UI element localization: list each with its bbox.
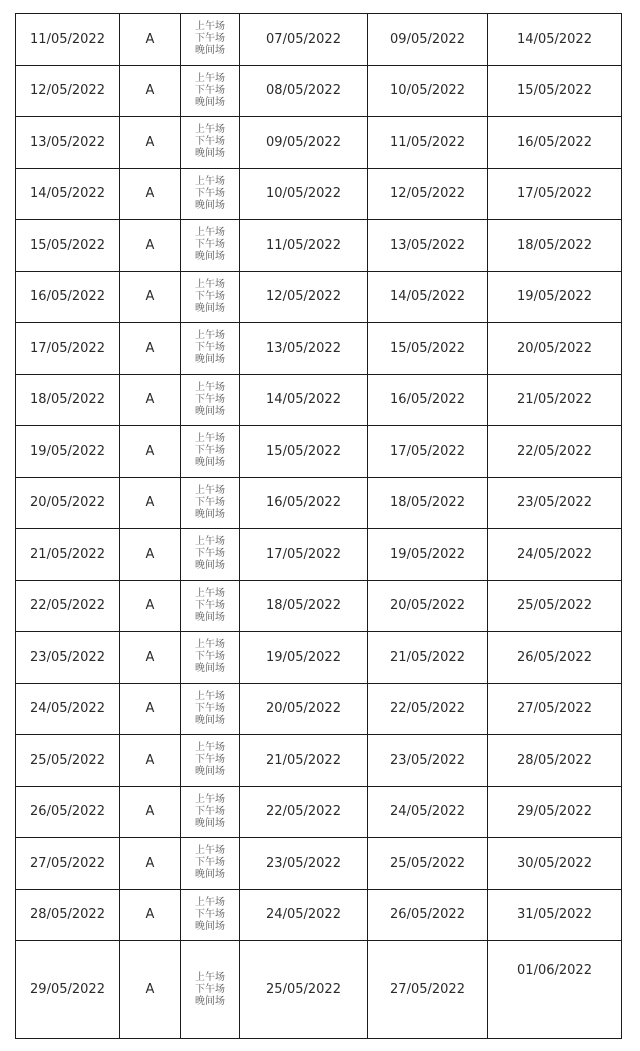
session-label: 上午场: [195, 742, 225, 754]
date-cell-2: 13/05/2022: [368, 220, 488, 272]
table-row: [16, 786, 622, 838]
date-cell-3: 26/05/2022: [488, 632, 622, 684]
date-cell-2: 19/05/2022: [368, 529, 488, 581]
date-cell: 18/05/2022: [16, 374, 120, 426]
date-cell-3: 15/05/2022: [488, 65, 622, 117]
date-cell: 24/05/2022: [16, 683, 120, 735]
session-label: 晚间场: [195, 714, 225, 726]
session-label: 晚间场: [195, 302, 225, 314]
session-label: 上午场: [195, 381, 225, 393]
session-label: 下午场: [195, 290, 225, 302]
session-label: 上午场: [195, 971, 225, 983]
session-label: 晚间场: [195, 663, 225, 675]
date-cell: 16/05/2022: [16, 271, 120, 323]
zone-cell: A: [120, 220, 181, 272]
zone-cell: A: [120, 168, 181, 220]
table-row: [16, 529, 622, 581]
session-label: 晚间场: [195, 869, 225, 881]
session-label: 晚间场: [195, 817, 225, 829]
session-label: 下午场: [195, 342, 225, 354]
schedule-table: [15, 13, 622, 1039]
table-row: [16, 477, 622, 529]
date-cell-3: 25/05/2022: [488, 580, 622, 632]
date-cell-1: 25/05/2022: [240, 941, 368, 1039]
date-cell-3: 19/05/2022: [488, 271, 622, 323]
date-cell-3: 22/05/2022: [488, 426, 622, 478]
date-cell: 22/05/2022: [16, 580, 120, 632]
sessions-cell: [181, 117, 240, 169]
table-row: [16, 580, 622, 632]
date-cell: 21/05/2022: [16, 529, 120, 581]
date-cell: 15/05/2022: [16, 220, 120, 272]
sessions-cell: [181, 838, 240, 890]
date-cell-2: 14/05/2022: [368, 271, 488, 323]
date-cell-1: 22/05/2022: [240, 786, 368, 838]
date-cell-1: 07/05/2022: [240, 14, 368, 66]
date-cell-3: 24/05/2022: [488, 529, 622, 581]
session-label: 下午场: [195, 908, 225, 920]
session-label: 下午场: [195, 857, 225, 869]
table-row: [16, 374, 622, 426]
session-label: 下午场: [195, 445, 225, 457]
zone-cell: A: [120, 838, 181, 890]
zone-cell: A: [120, 941, 181, 1039]
session-label: 下午场: [195, 136, 225, 148]
session-label: 下午场: [195, 239, 225, 251]
date-cell-2: 25/05/2022: [368, 838, 488, 890]
zone-cell: A: [120, 323, 181, 375]
date-cell-3: 20/05/2022: [488, 323, 622, 375]
date-cell-1: 08/05/2022: [240, 65, 368, 117]
session-label: 上午场: [195, 690, 225, 702]
date-cell: 12/05/2022: [16, 65, 120, 117]
session-label: 晚间场: [195, 611, 225, 623]
date-cell-2: 12/05/2022: [368, 168, 488, 220]
date-cell-3: 30/05/2022: [488, 838, 622, 890]
session-label: 下午场: [195, 496, 225, 508]
sessions-cell: [181, 168, 240, 220]
session-label: 下午场: [195, 805, 225, 817]
date-cell: 20/05/2022: [16, 477, 120, 529]
session-label: 上午场: [195, 227, 225, 239]
session-label: 下午场: [195, 548, 225, 560]
sessions-cell: [181, 374, 240, 426]
date-cell-1: 10/05/2022: [240, 168, 368, 220]
session-label: 下午场: [195, 599, 225, 611]
sessions-cell: [181, 477, 240, 529]
date-cell-3: 17/05/2022: [488, 168, 622, 220]
date-cell-2: 16/05/2022: [368, 374, 488, 426]
date-cell-1: 14/05/2022: [240, 374, 368, 426]
table-row: [16, 168, 622, 220]
session-label: 晚间场: [195, 251, 225, 263]
date-cell-2: 21/05/2022: [368, 632, 488, 684]
date-cell: 19/05/2022: [16, 426, 120, 478]
date-cell-1: 19/05/2022: [240, 632, 368, 684]
session-label: 上午场: [195, 793, 225, 805]
session-label: 上午场: [195, 536, 225, 548]
session-label: 上午场: [195, 896, 225, 908]
date-cell-1: 11/05/2022: [240, 220, 368, 272]
sessions-cell: [181, 889, 240, 941]
table-row: [16, 838, 622, 890]
session-label: 上午场: [195, 72, 225, 84]
date-cell-3: 31/05/2022: [488, 889, 622, 941]
date-cell-3: 28/05/2022: [488, 735, 622, 787]
date-cell-2: 17/05/2022: [368, 426, 488, 478]
date-cell-2: 20/05/2022: [368, 580, 488, 632]
zone-cell: A: [120, 683, 181, 735]
sessions-cell: [181, 271, 240, 323]
table-row: [16, 735, 622, 787]
session-label: 晚间场: [195, 560, 225, 572]
session-label: 晚间场: [195, 920, 225, 932]
zone-cell: A: [120, 271, 181, 323]
sessions-cell: [181, 65, 240, 117]
table-row: [16, 14, 622, 66]
session-label: 上午场: [195, 21, 225, 33]
session-label: 下午场: [195, 754, 225, 766]
date-cell-2: 23/05/2022: [368, 735, 488, 787]
date-cell-1: 15/05/2022: [240, 426, 368, 478]
table-row: [16, 323, 622, 375]
date-cell: 11/05/2022: [16, 14, 120, 66]
sessions-cell: [181, 683, 240, 735]
date-cell-1: 09/05/2022: [240, 117, 368, 169]
date-cell-1: 23/05/2022: [240, 838, 368, 890]
session-label: 下午场: [195, 187, 225, 199]
zone-cell: A: [120, 65, 181, 117]
date-cell-1: 12/05/2022: [240, 271, 368, 323]
session-label: 下午场: [195, 393, 225, 405]
session-label: 晚间场: [195, 148, 225, 160]
session-label: 上午场: [195, 639, 225, 651]
date-cell-1: 18/05/2022: [240, 580, 368, 632]
zone-cell: A: [120, 580, 181, 632]
zone-cell: A: [120, 786, 181, 838]
date-cell-2: 15/05/2022: [368, 323, 488, 375]
session-label: 上午场: [195, 845, 225, 857]
session-label: 下午场: [195, 702, 225, 714]
zone-cell: A: [120, 374, 181, 426]
date-cell-3: 18/05/2022: [488, 220, 622, 272]
session-label: 晚间场: [195, 354, 225, 366]
date-cell-2: 11/05/2022: [368, 117, 488, 169]
date-cell: 26/05/2022: [16, 786, 120, 838]
zone-cell: A: [120, 477, 181, 529]
date-cell-2: 10/05/2022: [368, 65, 488, 117]
table-row: [16, 271, 622, 323]
sessions-cell: [181, 786, 240, 838]
date-cell-2: 24/05/2022: [368, 786, 488, 838]
session-label: 上午场: [195, 124, 225, 136]
date-cell-2: 27/05/2022: [368, 941, 488, 1039]
date-cell-3: 16/05/2022: [488, 117, 622, 169]
sessions-cell: [181, 529, 240, 581]
zone-cell: A: [120, 426, 181, 478]
date-cell: 17/05/2022: [16, 323, 120, 375]
date-cell: 29/05/2022: [16, 941, 120, 1039]
session-label: 晚间场: [195, 457, 225, 469]
sessions-cell: [181, 735, 240, 787]
table-row: [16, 220, 622, 272]
date-cell-2: 18/05/2022: [368, 477, 488, 529]
session-label: 下午场: [195, 33, 225, 45]
date-cell-1: 17/05/2022: [240, 529, 368, 581]
date-cell-3: 14/05/2022: [488, 14, 622, 66]
session-label: 晚间场: [195, 508, 225, 520]
date-cell-3: 01/06/2022: [488, 941, 622, 1039]
zone-cell: A: [120, 14, 181, 66]
session-label: 上午场: [195, 330, 225, 342]
session-label: 晚间场: [195, 405, 225, 417]
zone-cell: A: [120, 529, 181, 581]
date-cell-3: 29/05/2022: [488, 786, 622, 838]
zone-cell: A: [120, 632, 181, 684]
date-cell-1: 21/05/2022: [240, 735, 368, 787]
session-label: 下午场: [195, 651, 225, 663]
session-label: 晚间场: [195, 45, 225, 57]
session-label: 上午场: [195, 484, 225, 496]
sessions-cell: [181, 632, 240, 684]
date-cell-2: 22/05/2022: [368, 683, 488, 735]
session-label: 上午场: [195, 278, 225, 290]
date-cell: 14/05/2022: [16, 168, 120, 220]
date-cell-1: 20/05/2022: [240, 683, 368, 735]
table-row: [16, 683, 622, 735]
table-row: [16, 632, 622, 684]
date-cell-2: 09/05/2022: [368, 14, 488, 66]
date-cell-3: 21/05/2022: [488, 374, 622, 426]
session-label: 晚间场: [195, 199, 225, 211]
session-label: 晚间场: [195, 995, 225, 1007]
date-cell: 27/05/2022: [16, 838, 120, 890]
sessions-cell: [181, 323, 240, 375]
sessions-cell: [181, 14, 240, 66]
session-label: 晚间场: [195, 766, 225, 778]
table-row: [16, 941, 622, 1039]
sessions-cell: [181, 220, 240, 272]
date-cell: 13/05/2022: [16, 117, 120, 169]
date-cell: 28/05/2022: [16, 889, 120, 941]
date-cell: 25/05/2022: [16, 735, 120, 787]
date-cell: 23/05/2022: [16, 632, 120, 684]
session-label: 下午场: [195, 983, 225, 995]
session-label: 上午场: [195, 433, 225, 445]
date-cell-3: 27/05/2022: [488, 683, 622, 735]
session-label: 上午场: [195, 587, 225, 599]
session-label: 上午场: [195, 175, 225, 187]
date-cell-1: 13/05/2022: [240, 323, 368, 375]
zone-cell: A: [120, 889, 181, 941]
schedule-table-body: [16, 14, 622, 1039]
sessions-cell: [181, 580, 240, 632]
sessions-cell: [181, 426, 240, 478]
sessions-cell: [181, 941, 240, 1039]
table-row: [16, 65, 622, 117]
table-row: [16, 426, 622, 478]
table-row: [16, 889, 622, 941]
session-label: 晚间场: [195, 96, 225, 108]
date-cell-2: 26/05/2022: [368, 889, 488, 941]
zone-cell: A: [120, 117, 181, 169]
session-label: 下午场: [195, 84, 225, 96]
date-cell-1: 16/05/2022: [240, 477, 368, 529]
table-row: [16, 117, 622, 169]
zone-cell: A: [120, 735, 181, 787]
date-cell-3: 23/05/2022: [488, 477, 622, 529]
date-cell-1: 24/05/2022: [240, 889, 368, 941]
